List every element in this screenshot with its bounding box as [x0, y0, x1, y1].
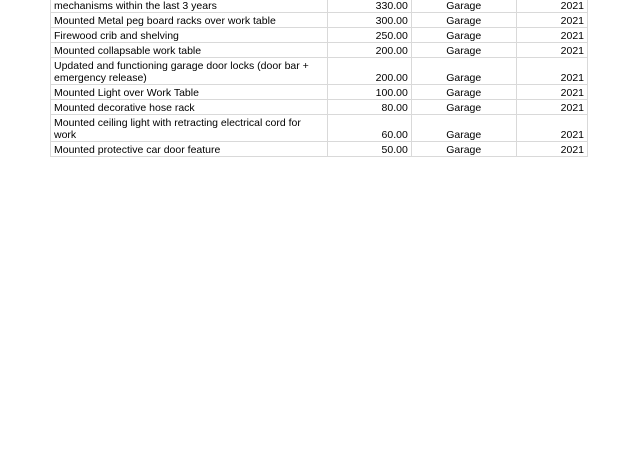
amount-cell: 330.00	[327, 0, 411, 13]
amount-cell: 80.00	[327, 100, 411, 115]
year-cell: 2021	[516, 58, 587, 85]
improvements-table	[50, 0, 588, 157]
year-cell: 2021	[516, 100, 587, 115]
table-row	[51, 100, 588, 115]
description-cell: Mounted Light over Work Table	[51, 85, 328, 100]
table-row	[51, 0, 588, 13]
description-cell: Firewood crib and shelving	[51, 28, 328, 43]
location-cell: Garage	[411, 13, 516, 28]
table-row	[51, 142, 588, 157]
description-cell: Updated and functioning garage door locks (door bar + emergency release)	[51, 58, 328, 85]
location-cell: Garage	[411, 85, 516, 100]
amount-cell: 60.00	[327, 115, 411, 142]
description-cell: Mounted collapsable work table	[51, 43, 328, 58]
amount-cell: 200.00	[327, 58, 411, 85]
location-cell: Garage	[411, 43, 516, 58]
location-cell: Garage	[411, 100, 516, 115]
amount-cell: 300.00	[327, 13, 411, 28]
amount-cell: 250.00	[327, 28, 411, 43]
description-cell: Mounted protective car door feature	[51, 142, 328, 157]
year-cell: 2021	[516, 115, 587, 142]
year-cell: 2021	[516, 0, 587, 13]
table-row	[51, 85, 588, 100]
amount-cell: 100.00	[327, 85, 411, 100]
table-row	[51, 43, 588, 58]
amount-cell: 50.00	[327, 142, 411, 157]
location-cell: Garage	[411, 115, 516, 142]
table-row	[51, 28, 588, 43]
year-cell: 2021	[516, 13, 587, 28]
year-cell: 2021	[516, 43, 587, 58]
year-cell: 2021	[516, 85, 587, 100]
description-cell: Mounted ceiling light with retracting electrical cord for work	[51, 115, 328, 142]
amount-cell: 200.00	[327, 43, 411, 58]
table-row	[51, 115, 588, 142]
year-cell: 2021	[516, 142, 587, 157]
table-row	[51, 58, 588, 85]
description-cell: mechanisms within the last 3 years	[51, 0, 328, 13]
location-cell: Garage	[411, 28, 516, 43]
location-cell: Garage	[411, 58, 516, 85]
description-cell: Mounted decorative hose rack	[51, 100, 328, 115]
table-row	[51, 13, 588, 28]
location-cell: Garage	[411, 0, 516, 13]
description-cell: Mounted Metal peg board racks over work table	[51, 13, 328, 28]
location-cell: Garage	[411, 142, 516, 157]
year-cell: 2021	[516, 28, 587, 43]
